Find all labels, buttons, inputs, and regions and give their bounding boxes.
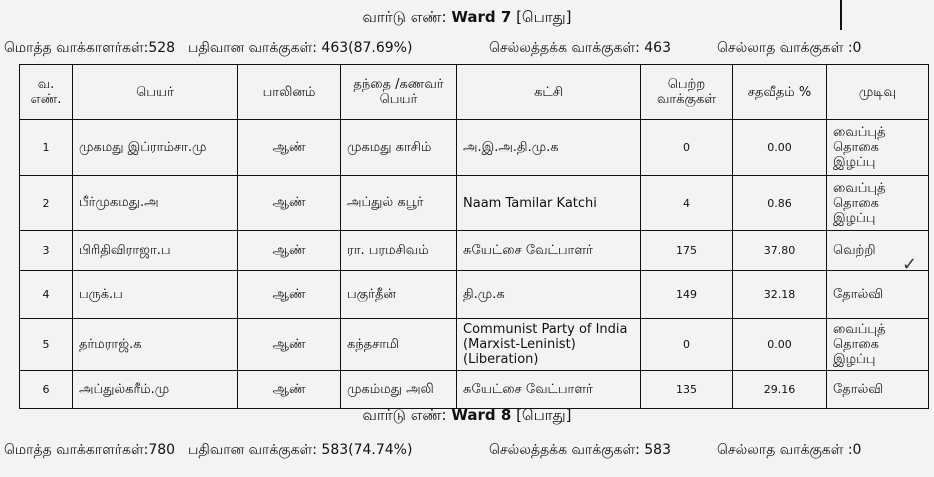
cell-gender: ஆண் — [238, 231, 341, 271]
header-father: தந்தை /கணவர் பெயர் — [341, 65, 457, 120]
ward-category: [பொது] — [516, 8, 572, 26]
table-row — [20, 319, 929, 371]
cell-party: Communist Party of India (Marxist-Leninist) (Liberation) — [457, 319, 641, 371]
ward-category: [பொது] — [516, 406, 572, 424]
cell-votes: 0 — [641, 120, 733, 176]
cell-name: தர்மராஜ்.க — [73, 319, 238, 371]
results-table — [19, 64, 929, 409]
cell-percent: 0.86 — [733, 176, 827, 231]
header-percent: சதவீதம் % — [733, 65, 827, 120]
cell-party: தி.மு.க — [457, 271, 641, 319]
cell-result: வைப்புத் தொகை இழப்பு — [827, 120, 929, 176]
polled-votes: பதிவான வாக்குகள்: 583(74.74%) — [188, 442, 413, 458]
cell-party: Naam Tamilar Katchi — [457, 176, 641, 231]
cell-sno: 6 — [20, 371, 73, 409]
cell-result: வைப்புத் தொகை இழப்பு — [827, 176, 929, 231]
cell-votes: 0 — [641, 319, 733, 371]
invalid-votes: செல்லாத வாக்குகள் :0 — [717, 40, 862, 56]
cell-party: சுயேட்சை வேட்பாளர் — [457, 371, 641, 409]
cell-sno: 5 — [20, 319, 73, 371]
cell-name: பீர்முகமது.அ — [73, 176, 238, 231]
header-party: கட்சி — [457, 65, 641, 120]
invalid-votes: செல்லாத வாக்குகள் :0 — [717, 442, 862, 458]
table-row — [20, 176, 929, 231]
cell-result: தோல்வி — [827, 371, 929, 409]
total-voters: மொத்த வாக்காளர்கள்:780 — [4, 442, 176, 458]
cell-gender: ஆண் — [238, 176, 341, 231]
ward-8-title — [0, 406, 934, 426]
header-result: முடிவு — [827, 65, 929, 120]
cell-father: அப்துல் கபூர் — [341, 176, 457, 231]
valid-votes: செல்லத்தக்க வாக்குகள்: 463 — [489, 40, 671, 56]
cell-sno: 3 — [20, 231, 73, 271]
cell-gender: ஆண் — [238, 271, 341, 319]
table-row — [20, 231, 929, 271]
cell-name: பருக்.ப — [73, 271, 238, 319]
cell-votes: 149 — [641, 271, 733, 319]
cell-votes: 175 — [641, 231, 733, 271]
total-voters: மொத்த வாக்காளர்கள்:528 — [4, 40, 176, 56]
header-sno: வ. எண். — [20, 65, 73, 120]
check-mark-icon: ✓ — [902, 254, 918, 275]
cell-party: அ.இ.அ.தி.மு.க — [457, 120, 641, 176]
ward-number: Ward 7 — [451, 8, 512, 26]
ward-label: வார்டு எண்: — [362, 8, 447, 26]
cell-percent: 32.18 — [733, 271, 827, 319]
cell-percent: 0.00 — [733, 319, 827, 371]
cell-result: வைப்புத் தொகை இழப்பு — [827, 319, 929, 371]
cell-name: பிரிதிவிராஜா.ப — [73, 231, 238, 271]
table-row — [20, 371, 929, 409]
cell-father: முகமது காசிம் — [341, 120, 457, 176]
ward-7-title — [0, 8, 934, 28]
cell-percent: 37.80 — [733, 231, 827, 271]
polled-votes: பதிவான வாக்குகள்: 463(87.69%) — [188, 40, 413, 56]
header-votes: பெற்ற வாக்குகள் — [641, 65, 733, 120]
cell-party: சுயேட்சை வேட்பாளர் — [457, 231, 641, 271]
cell-percent: 29.16 — [733, 371, 827, 409]
cell-votes: 135 — [641, 371, 733, 409]
cell-sno: 1 — [20, 120, 73, 176]
cell-father: பகுர்தீன் — [341, 271, 457, 319]
ward-number: Ward 8 — [451, 406, 512, 424]
cell-gender: ஆண் — [238, 120, 341, 176]
cell-result: தோல்வி — [827, 271, 929, 319]
cell-father: ரா. பரமசிவம் — [341, 231, 457, 271]
cell-gender: ஆண் — [238, 319, 341, 371]
cell-votes: 4 — [641, 176, 733, 231]
cell-percent: 0.00 — [733, 120, 827, 176]
cell-sno: 2 — [20, 176, 73, 231]
cell-sno: 4 — [20, 271, 73, 319]
table-row — [20, 120, 929, 176]
cell-father: முகம்மது அலி — [341, 371, 457, 409]
valid-votes: செல்லத்தக்க வாக்குகள்: 583 — [489, 442, 671, 458]
header-gender: பாலினம் — [238, 65, 341, 120]
cell-name: அப்துல்கரீம்.மு — [73, 371, 238, 409]
header-name: பெயர் — [73, 65, 238, 120]
cell-result: வெற்றி — [827, 231, 929, 271]
table-row — [20, 271, 929, 319]
ward-label: வார்டு எண்: — [362, 406, 447, 424]
table-header-row — [20, 65, 929, 120]
cell-gender: ஆண் — [238, 371, 341, 409]
cell-name: முகமது இப்ராம்சா.மு — [73, 120, 238, 176]
cell-father: கந்தசாமி — [341, 319, 457, 371]
